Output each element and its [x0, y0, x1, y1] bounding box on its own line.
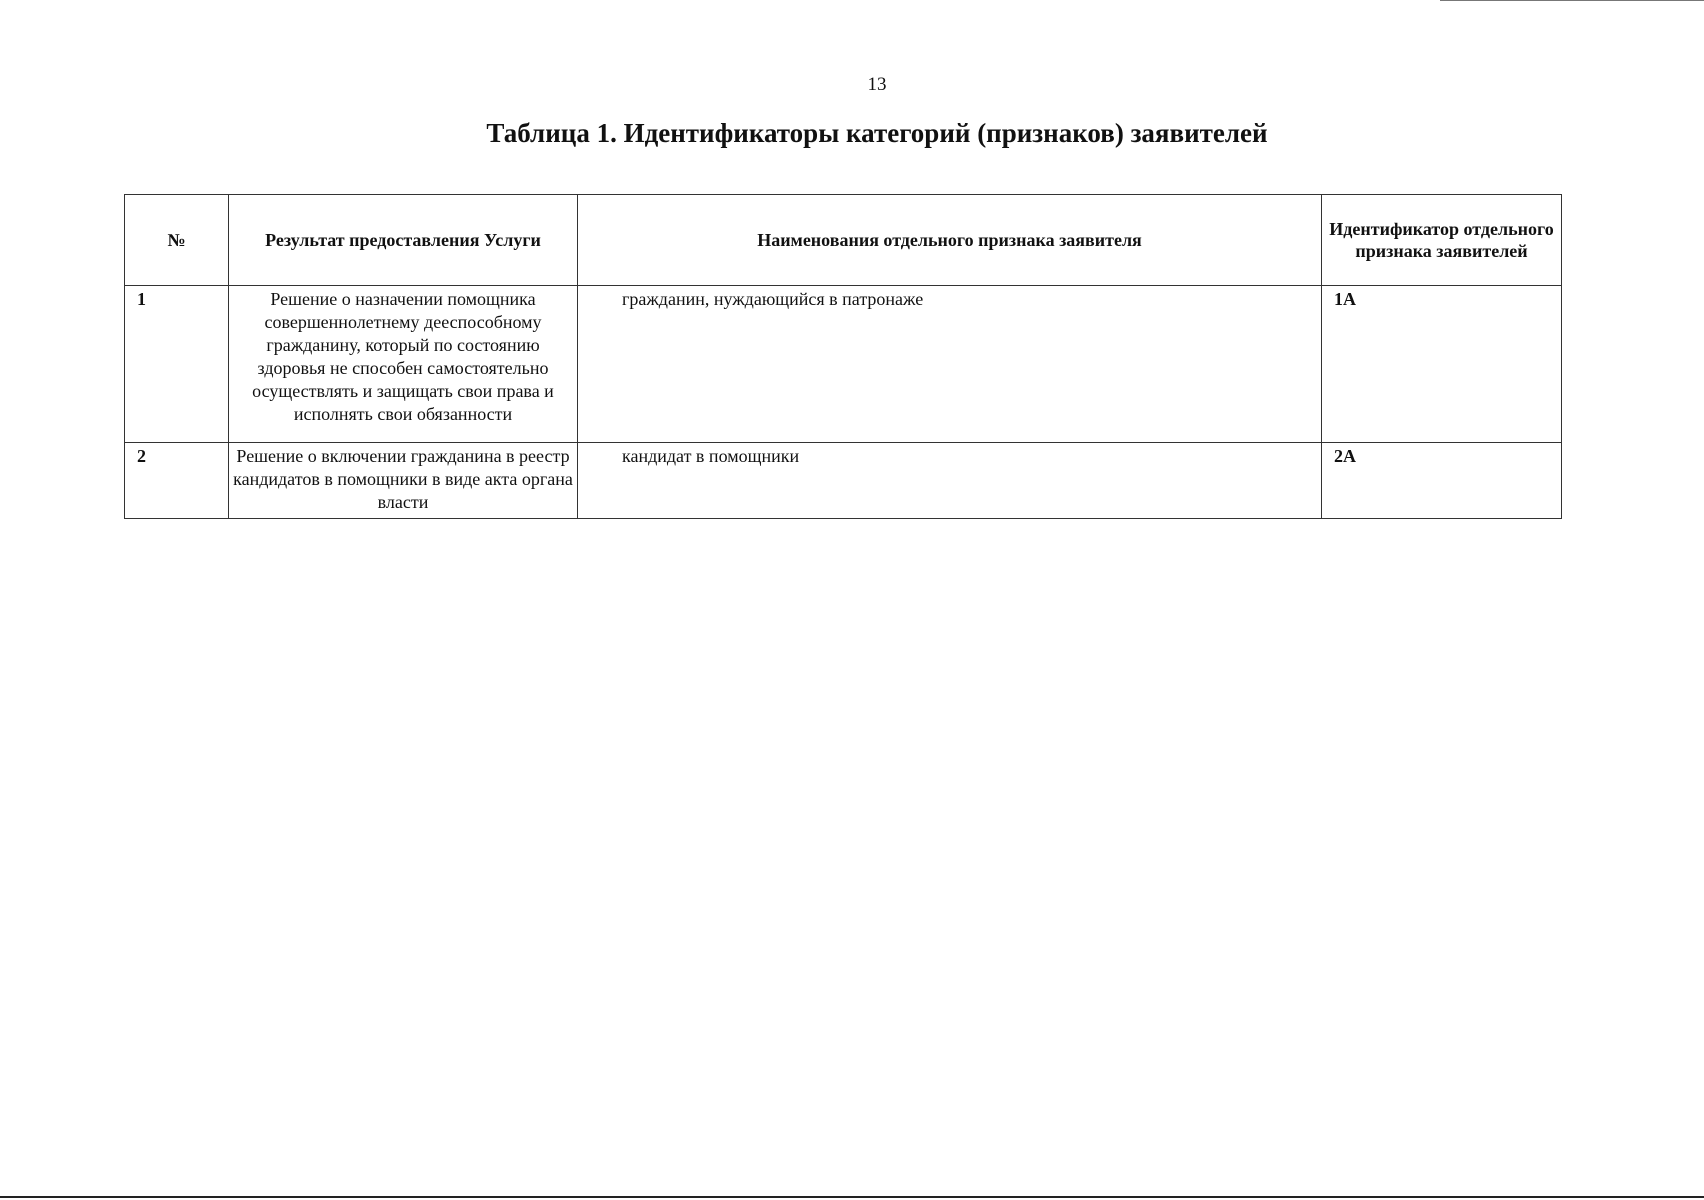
applicant-categories-table-container	[124, 194, 1561, 519]
table-row	[125, 286, 1562, 443]
applicant-categories-table	[124, 194, 1562, 519]
table-header-row	[125, 195, 1562, 286]
applicant-attribute-name-cell: гражданин, нуждающийся в патронаже	[578, 286, 1322, 443]
row-number-cell: 1	[125, 286, 229, 443]
page-title: Таблица 1. Идентификаторы категорий (признаков) заявителей	[486, 118, 1268, 148]
service-result-cell: Решение о назначении помощника совершеннолетнему дееспособному гражданину, который по состоянию здоровья не способен самостоятельно осуществлять и защищать свои права и исполнять свои обязанности	[229, 286, 578, 443]
column-header-result: Результат предоставления Услуги	[229, 195, 578, 286]
scan-top-edge-line	[1440, 0, 1704, 1]
column-header-number: №	[125, 195, 229, 286]
attribute-identifier-cell: 2А	[1322, 443, 1562, 519]
scan-bottom-edge-line	[0, 1196, 1704, 1198]
attribute-identifier-cell: 1А	[1322, 286, 1562, 443]
column-header-name: Наименования отдельного признака заявителя	[578, 195, 1322, 286]
column-header-identifier: Идентификатор отдельного признака заявителей	[1322, 195, 1562, 286]
service-result-cell: Решение о включении гражданина в реестр кандидатов в помощники в виде акта органа власти	[229, 443, 578, 519]
page-number: 13	[867, 74, 887, 95]
table-row	[125, 443, 1562, 519]
row-number-cell: 2	[125, 443, 229, 519]
applicant-attribute-name-cell: кандидат в помощники	[578, 443, 1322, 519]
